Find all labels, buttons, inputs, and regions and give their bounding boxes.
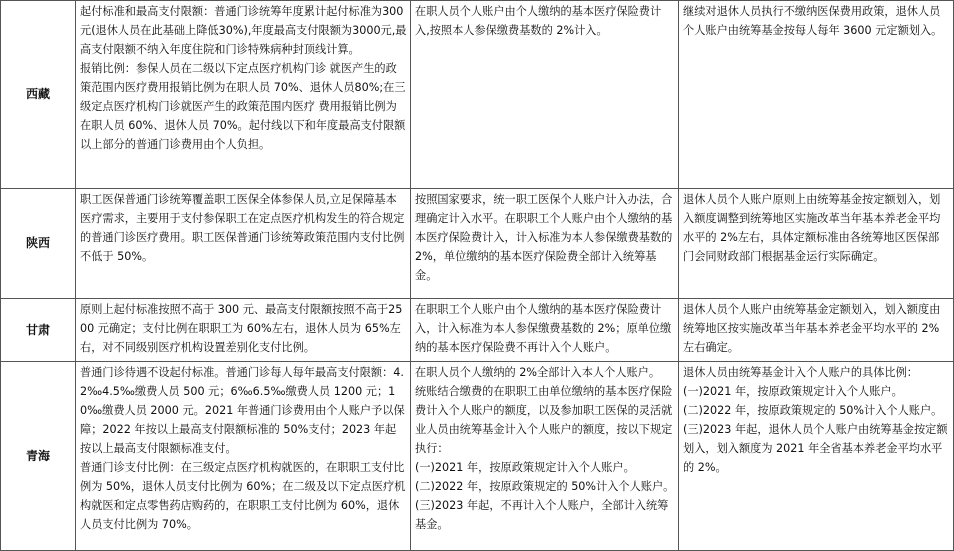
paragraph: (一)2021 年，按原政策规定计入个人账户。 bbox=[683, 385, 903, 398]
paragraph: 统账结合缴费的在职职工由单位缴纳的基本医疗保险费计入个人账户的额度，以及参加职工医保的灵活就业人员由统筹基金计入个人账户的额度，按以下规定执行： bbox=[415, 385, 673, 455]
province-cell: 甘肃 bbox=[1, 299, 76, 362]
retiree-account-cell bbox=[679, 362, 954, 551]
table-row bbox=[1, 189, 954, 299]
paragraph: 普通门诊支付比例：在三级定点医疗机构就医的，在职职工支付比例为 50%，退休人员支付比例为 60%；在二级及以下定点医疗机构就医和定点零售药店购药的，在职职工支付比例为 60%，退休人员支付比例为 70%。 bbox=[80, 461, 406, 531]
paragraph: (一)2021 年，按原政策规定计入个人账户。 bbox=[415, 461, 635, 474]
paragraph: 继续对退休人员执行不缴纳医保费用政策，退休人员个人账户由统筹基金按每人每年 3600 元定额划入。 bbox=[683, 5, 943, 37]
outpatient-policy-cell bbox=[76, 299, 411, 362]
outpatient-policy-cell bbox=[76, 362, 411, 551]
paragraph: (三)2023 年起，退休人员个人账户由统筹基金按定额划入，划入额度为 2021 年全省基本养老金平均水平的 2%。 bbox=[683, 423, 948, 474]
employee-account-cell bbox=[411, 299, 679, 362]
outpatient-policy-cell bbox=[76, 1, 411, 189]
employee-account-cell bbox=[411, 189, 679, 299]
province-cell: 西藏 bbox=[1, 1, 76, 189]
retiree-account-cell bbox=[679, 189, 954, 299]
paragraph: 报销比例：参保人员在二级以下定点医疗机构门诊 就医产生的政策范围内医疗费用报销比例为在职人员 70%、退休人员80%;在三级定点医疗机构门诊就医产生的政策范围内医疗 费用报销比例为在职人员 60%、退休人员 70%。起付线以下和年度最高支付限额以上部分的普通门诊费用由个人负担。 bbox=[80, 62, 406, 151]
province-cell: 青海 bbox=[1, 362, 76, 551]
retiree-account-cell bbox=[679, 1, 954, 189]
table-row bbox=[1, 362, 954, 551]
paragraph: 普通门诊待遇不设起付标准。普通门诊每人每年最高支付限额：4.2‰4.5‰缴费人员 500 元；6‰6.5‰缴费人员 1200 元；10‰缴费人员 2000 元。2021 年普通门诊费用由个人账户予以保障；2022 年按以上最高支付限额标准的 50%支付；2023 年起按以上最高支付限额标准支付。 bbox=[80, 366, 405, 455]
paragraph: 在职人员个人缴纳的 2%全部计入本人个人账户。 bbox=[415, 366, 661, 379]
paragraph: 在职人员个人账户由个人缴纳的基本医疗保险费计入,按照本人参保缴费基数的 2%计入。 bbox=[415, 5, 662, 37]
outpatient-policy-cell bbox=[76, 189, 411, 299]
paragraph: 在职职工个人账户由个人缴纳的基本医疗保险费计入，计入标准为本人参保缴费基数的 2%；原单位缴纳的基本医疗保险费不再计入个人账户。 bbox=[415, 303, 672, 354]
table-row bbox=[1, 1, 954, 189]
paragraph: 起付标准和最高支付限额：普通门诊统筹年度累计起付标准为300元(退休人员在此基础上降低30%),年度最高支付限额为3000元,最高支付限额不纳入年度住院和门诊特殊病种封顶线计算。 bbox=[80, 5, 407, 56]
paragraph: (二)2022 年，按原政策规定的 50%计入个人账户。 bbox=[683, 404, 943, 417]
employee-account-cell bbox=[411, 1, 679, 189]
paragraph: 退休人员个人账户由统筹基金定额划入，划入额度由统筹地区按实施改革当年基本养老金平均水平的 2%左右确定。 bbox=[683, 303, 941, 354]
employee-account-cell bbox=[411, 362, 679, 551]
paragraph: 退休人员个人账户原则上由统筹基金按定额划入，划入额度调整到统筹地区实施改革当年基本养老金平均水平的 2%左右，具体定额标准由各统筹地区医保部门会同财政部门根据基金运行实际确定。 bbox=[683, 193, 941, 263]
paragraph: (三)2023 年起，不再计入个人账户，全部计入统筹基金。 bbox=[415, 499, 669, 531]
paragraph: 按照国家要求，统一职工医保个人账户计入办法，合理确定计入水平。在职职工个人账户由个人缴纳的基本医疗保险费计入，计入标准为本人参保缴费基数的 2%，单位缴纳的基本医疗保险费全部计入统筹基金。 bbox=[415, 193, 673, 282]
paragraph: 退休人员由统筹基金计入个人账户的具体比例： bbox=[683, 366, 918, 379]
paragraph: 职工医保普通门诊统筹覆盖职工医保全体参保人员,立足保障基本医疗需求，主要用于支付参保职工在定点医疗机构发生的符合规定的普通门诊医疗费用。职工医保普通门诊统筹政策范围内支付比例不低于 50%。 bbox=[80, 193, 405, 263]
table-row bbox=[1, 299, 954, 362]
retiree-account-cell bbox=[679, 299, 954, 362]
paragraph: 原则上起付标准按照不高于 300 元、最高支付限额按照不高于2500 元确定；支付比例在职职工为 60%左右，退休人员为 65%左右，对不同级别医疗机构设置差别化支付比例。 bbox=[80, 303, 403, 354]
province-cell: 陕西 bbox=[1, 189, 76, 299]
paragraph: (二)2022 年，按原政策规定的 50%计入个人账户。 bbox=[415, 480, 675, 493]
